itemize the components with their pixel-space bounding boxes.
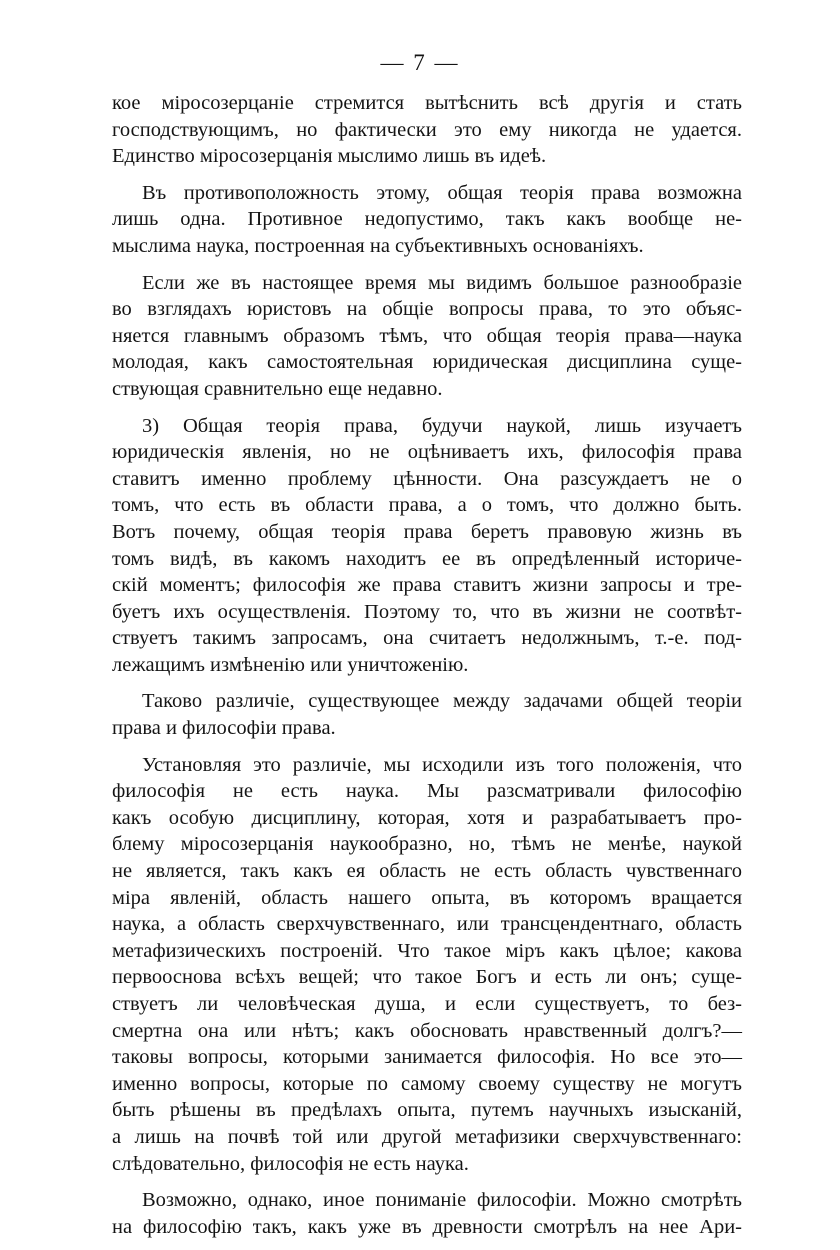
text-line: молодая, какъ самостоятельная юридическая дисциплина суще- [112,351,742,374]
text-line: права и философіи права. [112,717,336,740]
text-line: не является, такъ какъ ея область не есть область чувственнаго [112,860,742,883]
paragraph [112,90,742,170]
text-line: Если же въ настоящее время мы видимъ большое разнообразіе [142,271,742,294]
paragraph [112,270,742,403]
paragraph [112,688,742,741]
text-line: юридическія явленія, но не оцѣниваетъ ихъ, философія права [112,441,742,464]
text-line: скій моментъ; философія же права ставитъ жизни запросы и тре- [112,574,742,597]
text-line: ствующая сравнительно еще недавно. [112,377,443,400]
text-line: Таково различіе, существующее между задачами общей теоріи [142,690,742,713]
paragraph [112,413,742,679]
text-line: смертна она или нѣтъ; какъ обосновать нравственный долгъ?— [112,1019,742,1042]
text-line: лишь одна. Противное недопустимо, такъ какъ вообще не- [112,208,742,231]
text-line: Вотъ почему, общая теорія права беретъ правовую жизнь въ [112,520,742,543]
text-line: первооснова всѣхъ вещей; что такое Богъ и есть ли онъ; суще- [112,966,742,989]
text-line: ствуетъ такимъ запросамъ, она считаетъ недолжнымъ, т.-е. под- [112,627,742,650]
text-line: какъ особую дисциплину, которая, хотя и разрабатываетъ про- [112,806,742,829]
text-line: мыслима наука, построенная на субъективныхъ основаніяхъ. [112,234,644,257]
text-line: томъ, что есть въ области права, а о томъ, что должно быть. [112,494,742,517]
text-line: лежащимъ измѣненію или уничтоженію. [112,653,469,676]
text-line: во взглядахъ юристовъ на общіе вопросы права, то это объяс- [112,298,742,321]
text-line: ставитъ именно проблему цѣнности. Она разсуждаетъ не о [112,467,742,490]
text-line: именно вопросы, которые по самому своему существу не могутъ [112,1072,742,1095]
text-line: метафизическихъ построеній. Что такое міръ какъ цѣлое; какова [112,939,742,962]
text-line: кое міросозерцаніе стремится вытѣснить всѣ другія и стать [112,92,742,114]
text-line: ствуетъ ли человѣческая душа, и если существуетъ, то без- [112,993,742,1015]
text-line: няется главнымъ образомъ тѣмъ, что общая теорія права—наука [112,324,742,347]
text-line: томъ видѣ, въ какомъ находитъ ее въ опредѣленный историче- [112,547,742,570]
text-line: наука, а область сверхчувственнаго, или трансцендентнаго, область [112,913,742,936]
text-line: 3) Общая теорія права, будучи наукой, лишь изучаетъ [142,414,742,437]
text-line: блему міросозерцанія наукообразно, но, тѣмъ не менѣе, наукой [112,833,742,856]
text-line: а лишь на почвѣ той или другой метафизики сверхчувственнаго: [112,1125,742,1148]
text-line: быть рѣшены въ предѣлахъ опыта, путемъ научныхъ изысканій, [112,1099,742,1122]
paragraph [112,1187,742,1240]
text-line: міра явленій, область нашего опыта, въ которомъ вращается [112,886,742,909]
paragraph [112,180,742,260]
body-text [112,90,742,1250]
page-number: — 7 — [380,50,460,75]
text-line: таковы вопросы, которыми занимается философія. Но все это— [112,1046,742,1069]
text-line: на философію такъ, какъ уже въ древности смотрѣлъ на нее Ари- [112,1215,742,1238]
paragraph [112,752,742,1178]
text-line: господствующимъ, но фактически это ему никогда не удается. [112,118,742,141]
text-line: Въ противоположность этому, общая теорія права возможна [142,181,742,204]
text-line: Возможно, однако, иное пониманіе философіи. Можно смотрѣть [142,1189,742,1212]
text-line: Единство міросозерцанія мыслимо лишь въ идеѣ. [112,145,547,168]
text-line: буетъ ихъ осуществленія. Поэтому то, что въ жизни не соотвѣт- [112,600,742,623]
text-line: философія не есть наука. Мы разсматривали философію [112,780,742,803]
text-line: Установляя это различіе, мы исходили изъ того положенія, что [142,753,742,776]
text-line: слѣдовательно, философія не есть наука. [112,1152,469,1175]
